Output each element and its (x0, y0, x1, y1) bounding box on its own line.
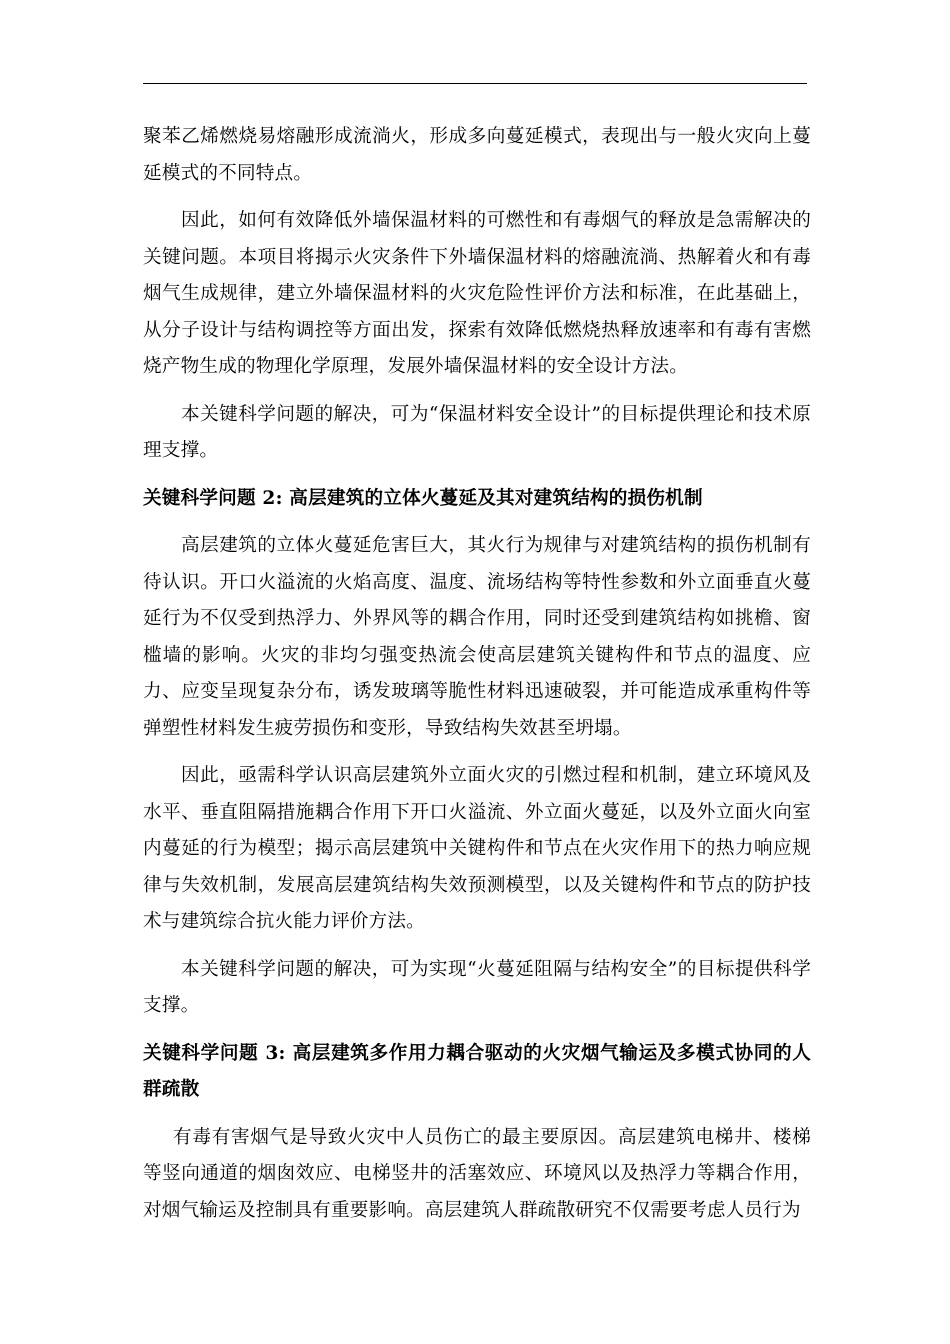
paragraph-insulation-conclusion: 本关键科学问题的解决，可为“保温材料安全设计”的目标提供理论和技术原理支撑。 (143, 403, 811, 461)
section-heading-3: 关键科学问题 3: 高层建筑多作用力耦合驱动的火灾烟气输运及多模式协同的人群疏散 (143, 1042, 811, 1100)
document-body (143, 119, 811, 1229)
paragraph-fire-spread-conclusion: 本关键科学问题的解决，可为实现“火蔓延阻隔与结构安全”的目标提供科学支撑。 (143, 958, 811, 1016)
section-heading-2: 关键科学问题 2: 高层建筑的立体火蔓延及其对建筑结构的损伤机制 (143, 487, 703, 509)
paragraph-fire-spread-needs: 因此，亟需科学认识高层建筑外立面火灾的引燃过程和机制，建立环境风及水平、垂直阻隔措施耦合作用下开口火溢流、外立面火蔓延，以及外立面火向室内蔓延的行为模型；揭示高层建筑中关键构件和节点在火灾作用下的热力响应规律与失效机制，发展高层建筑结构失效预测模型，以及关键构件和节点的防护技术与建筑综合抗火能力评价方法。 (143, 765, 811, 932)
paragraph-smoke-evacuation: 有毒有害烟气是导致火灾中人员伤亡的最主要原因。高层建筑电梯井、楼梯等竖向通道的烟囱效应、电梯竖井的活塞效应、环境风以及热浮力等耦合作用，对烟气输运及控制具有重要影响。高层建筑人群疏散研究不仅需要考虑人员行为 (143, 1126, 811, 1221)
paragraph-continuation: 聚苯乙烯燃烧易熔融形成流淌火，形成多向蔓延模式，表现出与一般火灾向上蔓延模式的不同特点。 (143, 126, 811, 184)
header-rule (143, 83, 807, 84)
paragraph-fire-spread: 高层建筑的立体火蔓延危害巨大，其火行为规律与对建筑结构的损伤机制有待认识。开口火溢流的火焰高度、温度、流场结构等特性参数和外立面垂直火蔓延行为不仅受到热浮力、外界风等的耦合作用，同时还受到建筑结构如挑檐、窗槛墙的影响。火灾的非均匀强变热流会使高层建筑关键构件和节点的温度、应力、应变呈现复杂分布，诱发玻璃等脆性材料迅速破裂，并可能造成承重构件等弹塑性材料发生疲劳损伤和变形，导致结构失效甚至坍塌。 (143, 535, 811, 739)
paragraph-insulation-problem: 因此，如何有效降低外墙保温材料的可燃性和有毒烟气的释放是急需解决的关键问题。本项目将揭示火灾条件下外墙保温材料的熔融流淌、热解着火和有毒烟气生成规律，建立外墙保温材料的火灾危险性评价方法和标准，在此基础上，从分子设计与结构调控等方面出发，探索有效降低燃烧热释放速率和有毒有害燃烧产物生成的物理化学原理，发展外墙保温材料的安全设计方法。 (143, 210, 811, 377)
